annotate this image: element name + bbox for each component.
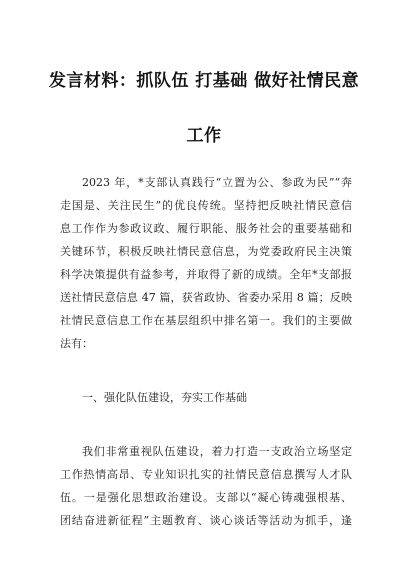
paragraph-2-line: 我们非常重视队伍建设，着力打造一支政治立场坚定	[82, 445, 352, 458]
document-title-line-2: 工作	[186, 126, 222, 146]
document-title-line-1: 发言材料：抓队伍 打基础 做好社情民意	[48, 71, 360, 91]
paragraph-1-line: 走国是、关注民生”的优良传统。坚持把反映社情民意信	[60, 199, 352, 212]
paragraph-2-line: 工作热情高昂、专业知识扎实的社情民意信息撰写人才队	[60, 468, 352, 481]
paragraph-2-line: 团结奋进新征程”主题教育、谈心谈话等活动为抓手，逢	[60, 514, 352, 527]
paragraph-2-line: 伍。一是强化思想政治建设。支部以“凝心铸魂强根基、	[60, 491, 352, 504]
paragraph-1-line: 关键环节，积极反映社情民意信息，为党委政府民主决策	[60, 245, 352, 258]
paragraph-1-line: 送社情民意信息 47 篇，获省政协、省委办采用 8 篇；反映	[60, 291, 352, 304]
paragraph-1-line: 法有：	[60, 337, 93, 350]
paragraph-1-line: 社情民意信息工作在基层组织中排名第一。我们的主要做	[60, 314, 352, 327]
section-heading: 一、强化队伍建设，夯实工作基础	[82, 391, 247, 404]
paragraph-1-line: 2023 年，*支部认真践行“立置为公、参政为民”“奔	[82, 176, 352, 189]
paragraph-1-line: 科学决策提供有益参考，并取得了新的成绩。全年*支部报	[60, 268, 352, 281]
paragraph-1-line: 息工作作为参政议政、履行职能、服务社会的重要基础和	[60, 222, 352, 235]
